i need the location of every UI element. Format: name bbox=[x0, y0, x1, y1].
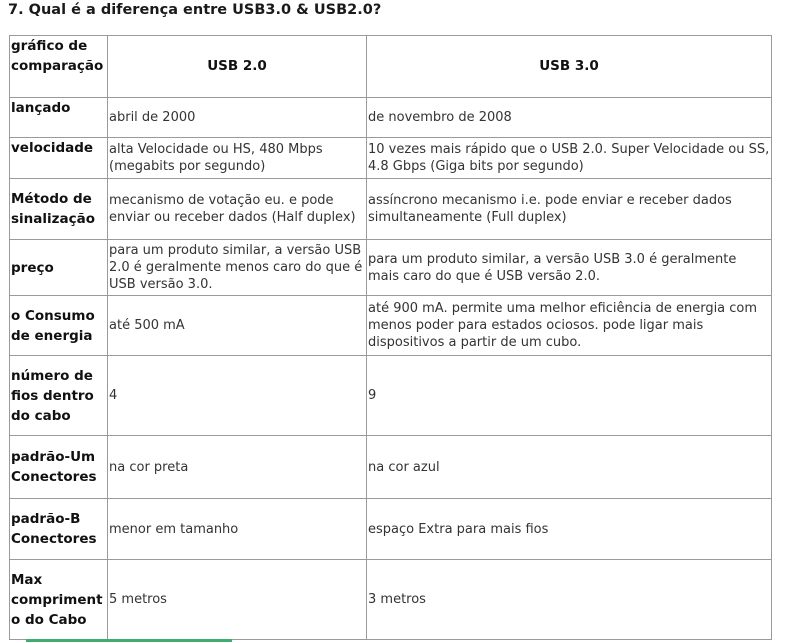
table-header-row bbox=[10, 36, 772, 98]
comparison-table bbox=[9, 35, 772, 640]
table-row bbox=[10, 560, 772, 640]
usb2-cell: menor em tamanho bbox=[108, 499, 367, 560]
usb3-cell: 3 metros bbox=[367, 560, 772, 640]
table-row bbox=[10, 436, 772, 499]
row-label: Max compriment o do Cabo bbox=[10, 560, 108, 640]
row-label: o Consumo de energia bbox=[10, 296, 108, 356]
table-row bbox=[10, 179, 772, 240]
usb2-cell: para um produto similar, a versão USB 2.0 é geralmente menos caro do que é USB versão 3.0. bbox=[108, 240, 367, 296]
usb2-cell: alta Velocidade ou HS, 480 Mbps (megabits por segundo) bbox=[108, 138, 367, 179]
row-label: padrão-Um Conectores bbox=[10, 436, 108, 499]
row-label: número de fios dentro do cabo bbox=[10, 356, 108, 436]
table-row bbox=[10, 499, 772, 560]
usb2-cell: mecanismo de votação eu. e pode enviar ou receber dados (Half duplex) bbox=[108, 179, 367, 240]
row-label: padrão-B Conectores bbox=[10, 499, 108, 560]
row-label: lançado bbox=[10, 98, 108, 138]
usb3-cell: na cor azul bbox=[367, 436, 772, 499]
column-header-usb2: USB 2.0 bbox=[108, 36, 367, 98]
usb3-cell: para um produto similar, a versão USB 3.0 é geralmente mais caro do que é USB versão 2.0. bbox=[367, 240, 772, 296]
usb3-cell: 9 bbox=[367, 356, 772, 436]
usb2-cell: abril de 2000 bbox=[108, 98, 367, 138]
usb3-cell: assíncrono mecanismo i.e. pode enviar e receber dados simultaneamente (Full duplex) bbox=[367, 179, 772, 240]
row-label: Método de sinalização bbox=[10, 179, 108, 240]
table-row bbox=[10, 356, 772, 436]
usb3-cell: de novembro de 2008 bbox=[367, 98, 772, 138]
scroll-indicator-bar bbox=[26, 639, 232, 642]
row-label: velocidade bbox=[10, 138, 108, 179]
table-row bbox=[10, 296, 772, 356]
usb2-cell: 4 bbox=[108, 356, 367, 436]
usb2-cell: até 500 mA bbox=[108, 296, 367, 356]
table-row bbox=[10, 240, 772, 296]
usb3-cell: 10 vezes mais rápido que o USB 2.0. Super Velocidade ou SS, 4.8 Gbps (Giga bits por segundo) bbox=[367, 138, 772, 179]
table-row bbox=[10, 138, 772, 179]
row-label: preço bbox=[10, 240, 108, 296]
question-heading: 7. Qual é a diferença entre USB3.0 & USB2.0? bbox=[8, 2, 382, 18]
usb3-cell: espaço Extra para mais fios bbox=[367, 499, 772, 560]
table-row bbox=[10, 98, 772, 138]
corner-header: gráfico de comparação bbox=[10, 36, 108, 98]
usb2-cell: 5 metros bbox=[108, 560, 367, 640]
usb2-cell: na cor preta bbox=[108, 436, 367, 499]
usb3-cell: até 900 mA. permite uma melhor eficiência de energia com menos poder para estados ociosos. pode ligar mais dispositivos a partir de um cubo. bbox=[367, 296, 772, 356]
column-header-usb3: USB 3.0 bbox=[367, 36, 772, 98]
